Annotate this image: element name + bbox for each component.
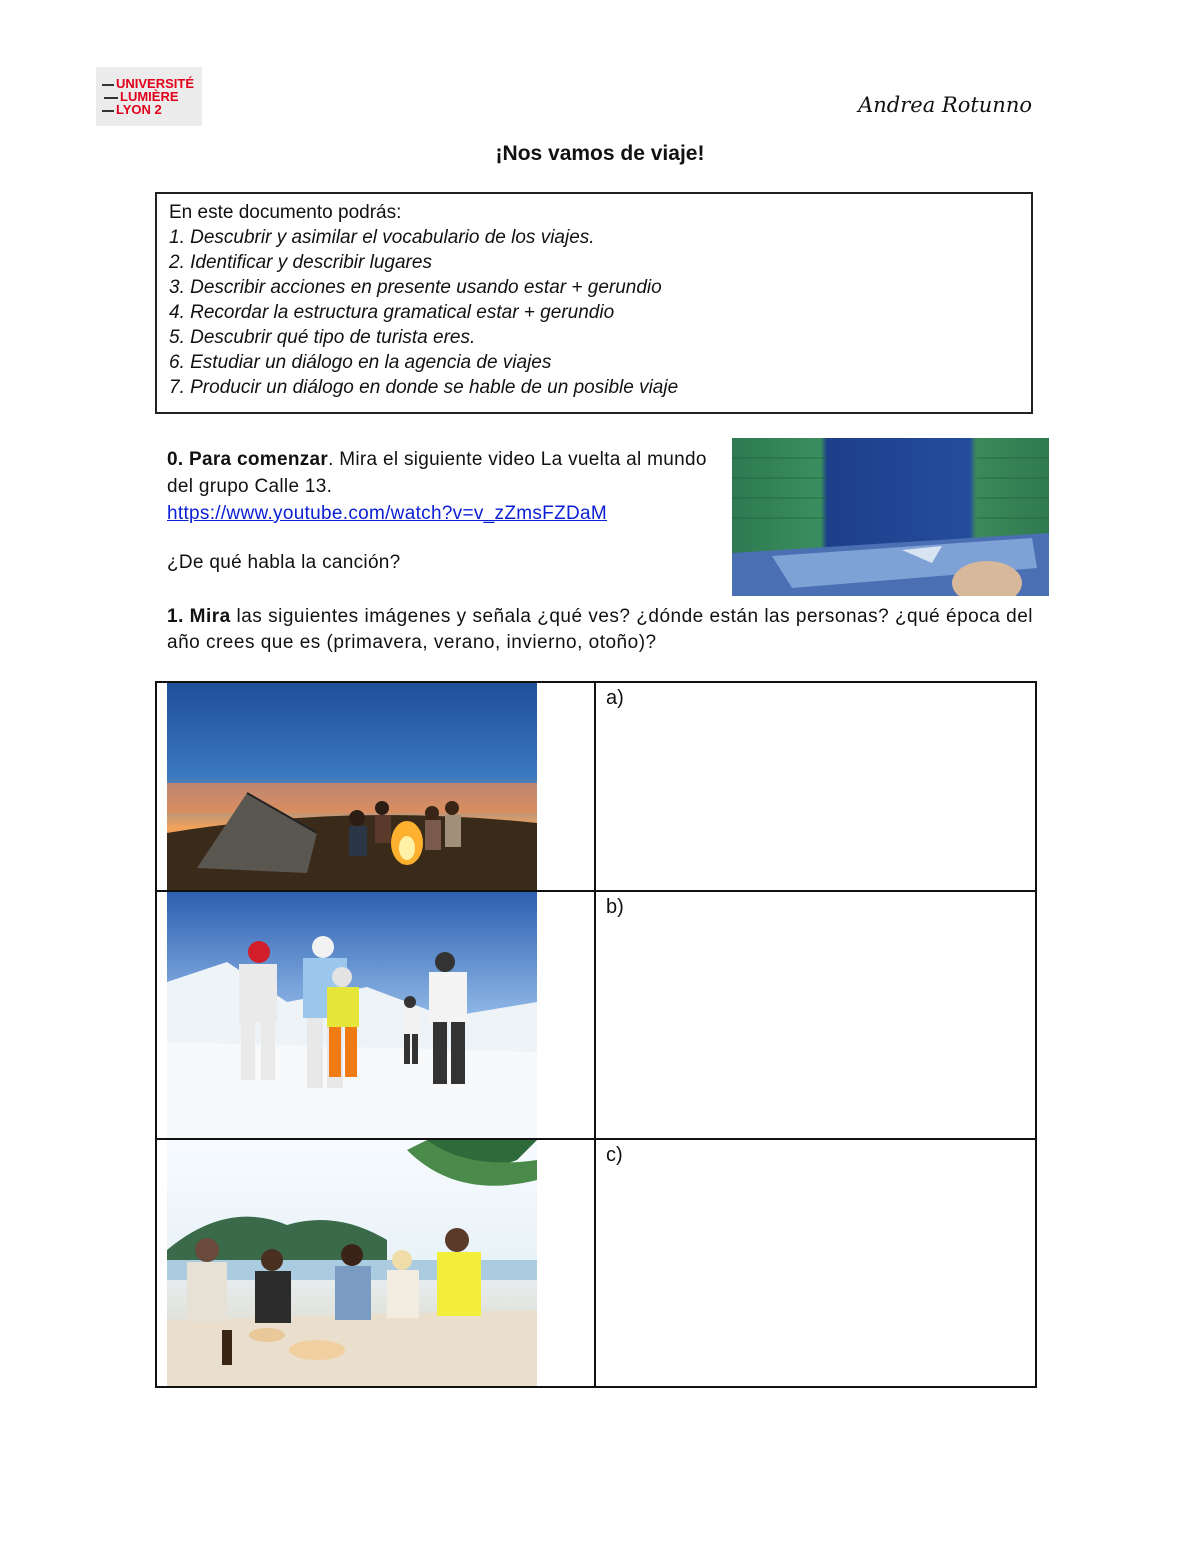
objective-item: 1. Descubrir y asimilar el vocabulario de los viajes. [169,227,595,248]
section-1-lead: 1. Mira [167,606,231,627]
objective-item: 7. Producir un diálogo en donde se hable de un posible viaje [169,377,679,398]
answer-label: a) [606,687,624,709]
objectives-box [155,192,1033,414]
image-answer-table [155,681,1037,1388]
image-cell [156,891,595,1139]
logo-line-2: LUMIÈRE [120,89,179,104]
video-link[interactable]: https://www.youtube.com/watch?v=v_zZmsFZDaM [167,503,608,524]
page-title: ¡Nos vamos de viaje! [495,142,705,165]
university-logo [96,67,202,126]
table-row [156,682,1036,891]
ski-family-photo [167,892,537,1138]
answer-label: c) [606,1144,623,1166]
video-thumbnail[interactable] [732,438,1049,596]
answer-label: b) [606,896,624,918]
section-1-text: las siguientes imágenes y señala ¿qué ves? ¿dónde están las personas? ¿qué época del año crees que es (primavera, verano, invierno, otoño)? [167,606,1033,653]
objectives-intro: En este documento podrás: [169,202,402,223]
objective-item: 5. Descubrir qué tipo de turista eres. [169,327,476,348]
section-0-lead: 0. Para comenzar [167,449,329,470]
answer-cell[interactable] [595,682,1036,891]
author-name: Andrea Rotunno [858,93,1032,117]
image-cell [156,682,595,891]
table-row [156,1139,1036,1387]
section-1 [167,604,1033,656]
beach-picnic-photo [167,1140,537,1386]
section-0 [167,446,727,576]
answer-cell[interactable] [595,891,1036,1139]
answer-cell[interactable] [595,1139,1036,1387]
section-0-question: ¿De qué habla la canción? [167,552,401,573]
objective-item: 3. Describir acciones en presente usando estar + gerundio [169,277,662,298]
campfire-camping-photo [167,683,537,890]
image-cell [156,1139,595,1387]
logo-line-3: LYON 2 [116,102,162,117]
table-row [156,891,1036,1139]
objective-item: 2. Identificar y describir lugares [169,252,432,273]
section-0-paragraph [167,446,727,500]
objective-item: 4. Recordar la estructura gramatical estar + gerundio [169,302,615,323]
logo-line-1: UNIVERSITÉ [116,76,195,91]
section-0-text: . Mira el siguiente video La vuelta al mundo del grupo Calle 13. [167,449,707,497]
objective-item: 6. Estudiar un diálogo en la agencia de viajes [169,352,552,373]
